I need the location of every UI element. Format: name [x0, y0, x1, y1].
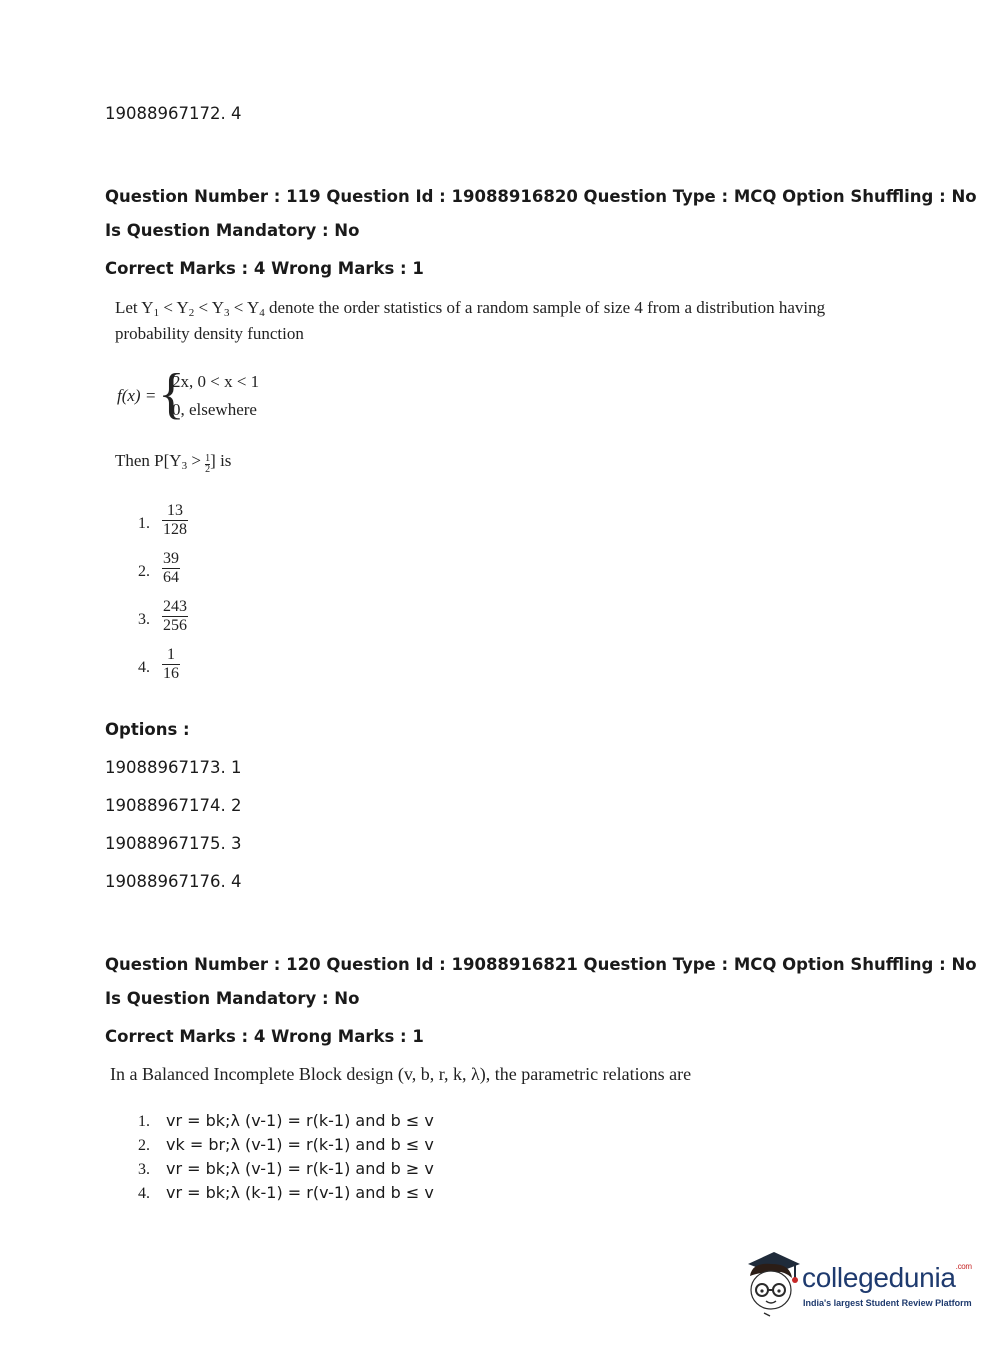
- choice3-numerator: 243: [163, 598, 187, 615]
- then-suffix: ] is: [210, 451, 232, 470]
- q119-stem-line2: probability density function: [115, 324, 304, 343]
- q119-choice3-fraction: [162, 598, 188, 635]
- q119-choice3-label: 3.: [138, 611, 150, 628]
- choice4-denominator: 16: [163, 665, 179, 682]
- q119-option-4: 19088967176. 4: [105, 872, 242, 891]
- q119-choice1-label: 1.: [138, 515, 150, 532]
- q119-stem-let: Let Y: [115, 298, 154, 317]
- choice4-numerator: 1: [167, 646, 175, 663]
- q120-choice4-label: 4.: [138, 1185, 150, 1202]
- previous-option: 19088967172. 4: [105, 104, 242, 123]
- q119-header-line1: Question Number : 119 Question Id : 19088916820 Question Type : MCQ Option Shuffling : No: [105, 187, 977, 206]
- choice1-numerator: 13: [167, 502, 183, 519]
- q120-header-line3: Correct Marks : 4 Wrong Marks : 1: [105, 1027, 424, 1046]
- q119-stem-line1: Let $Y_1 < Y_2 < Y_3 < Y_4$ denote the order statistics of a random sample of size 4 from a distribution having: [115, 298, 826, 319]
- q119-option-1: 19088967173. 1: [105, 758, 242, 777]
- logo-wordmark: [802, 1262, 972, 1294]
- mascot-icon: [742, 1250, 802, 1320]
- q119-stem-rest: denote the order statistics of a random sample of size 4 from a distribution having: [264, 298, 826, 317]
- q120-choice1-text: vr = bk;λ (v-1) = r(k-1) and b ≤ v: [166, 1111, 434, 1130]
- q120-header-line1: Question Number : 120 Question Id : 19088916821 Question Type : MCQ Option Shuffling : No: [105, 955, 977, 974]
- q120-choice-2: [138, 1135, 434, 1155]
- q120-choice4-text: vr = bk;λ (k-1) = r(v-1) and b ≤ v: [166, 1183, 434, 1202]
- then-prefix: Then P[Y: [115, 451, 182, 470]
- q119-options-label: Options :: [105, 720, 190, 739]
- pdf-brace: {: [158, 363, 185, 425]
- pdf-case1: 2x, 0 < x < 1: [172, 372, 260, 391]
- q120-choice-1: [138, 1111, 434, 1131]
- choice1-denominator: 128: [163, 521, 187, 538]
- q119-option-2: 19088967174. 2: [105, 796, 242, 815]
- logo-name: collegedunia: [802, 1262, 956, 1293]
- q119-header-line3: Correct Marks : 4 Wrong Marks : 1: [105, 259, 424, 278]
- q119-option-3: 19088967175. 3: [105, 834, 242, 853]
- choice2-numerator: 39: [163, 550, 179, 567]
- choice2-denominator: 64: [163, 569, 179, 586]
- logo-tagline: India's largest Student Review Platform: [803, 1298, 972, 1308]
- pdf-lhs: f(x) =: [117, 386, 157, 405]
- pdf-case2: 0, elsewhere: [172, 400, 257, 419]
- q119-choice4-label: 4.: [138, 659, 150, 676]
- choice3-denominator: 256: [163, 617, 187, 634]
- collegedunia-logo: [742, 1250, 972, 1320]
- q120-choice3-label: 3.: [138, 1161, 150, 1178]
- q119-choice2-fraction: [162, 550, 180, 587]
- q120-choice-3: [138, 1159, 434, 1179]
- q119-choice2-label: 2.: [138, 563, 150, 580]
- q120-choice2-text: vk = br;λ (v-1) = r(k-1) and b ≤ v: [166, 1135, 434, 1154]
- q119-header-line2: Is Question Mandatory : No: [105, 221, 360, 240]
- q120-header-line2: Is Question Mandatory : No: [105, 989, 360, 1008]
- q119-choice1-fraction: [162, 502, 188, 539]
- q119-then-line: Then $P[Y_3$ > $\frac{1}{2}$ ] is: [115, 451, 232, 475]
- q120-choice1-label: 1.: [138, 1113, 150, 1130]
- q120-choice-4: [138, 1183, 434, 1203]
- q120-choice2-label: 2.: [138, 1137, 150, 1154]
- q120-choice3-text: vr = bk;λ (v-1) = r(k-1) and b ≥ v: [166, 1159, 434, 1178]
- q120-stem: In a Balanced Incomplete Block design (v, b, r, k, λ), the parametric relations are: [110, 1064, 692, 1084]
- q119-choice4-fraction: [162, 646, 180, 683]
- logo-suffix: .com: [955, 1262, 972, 1271]
